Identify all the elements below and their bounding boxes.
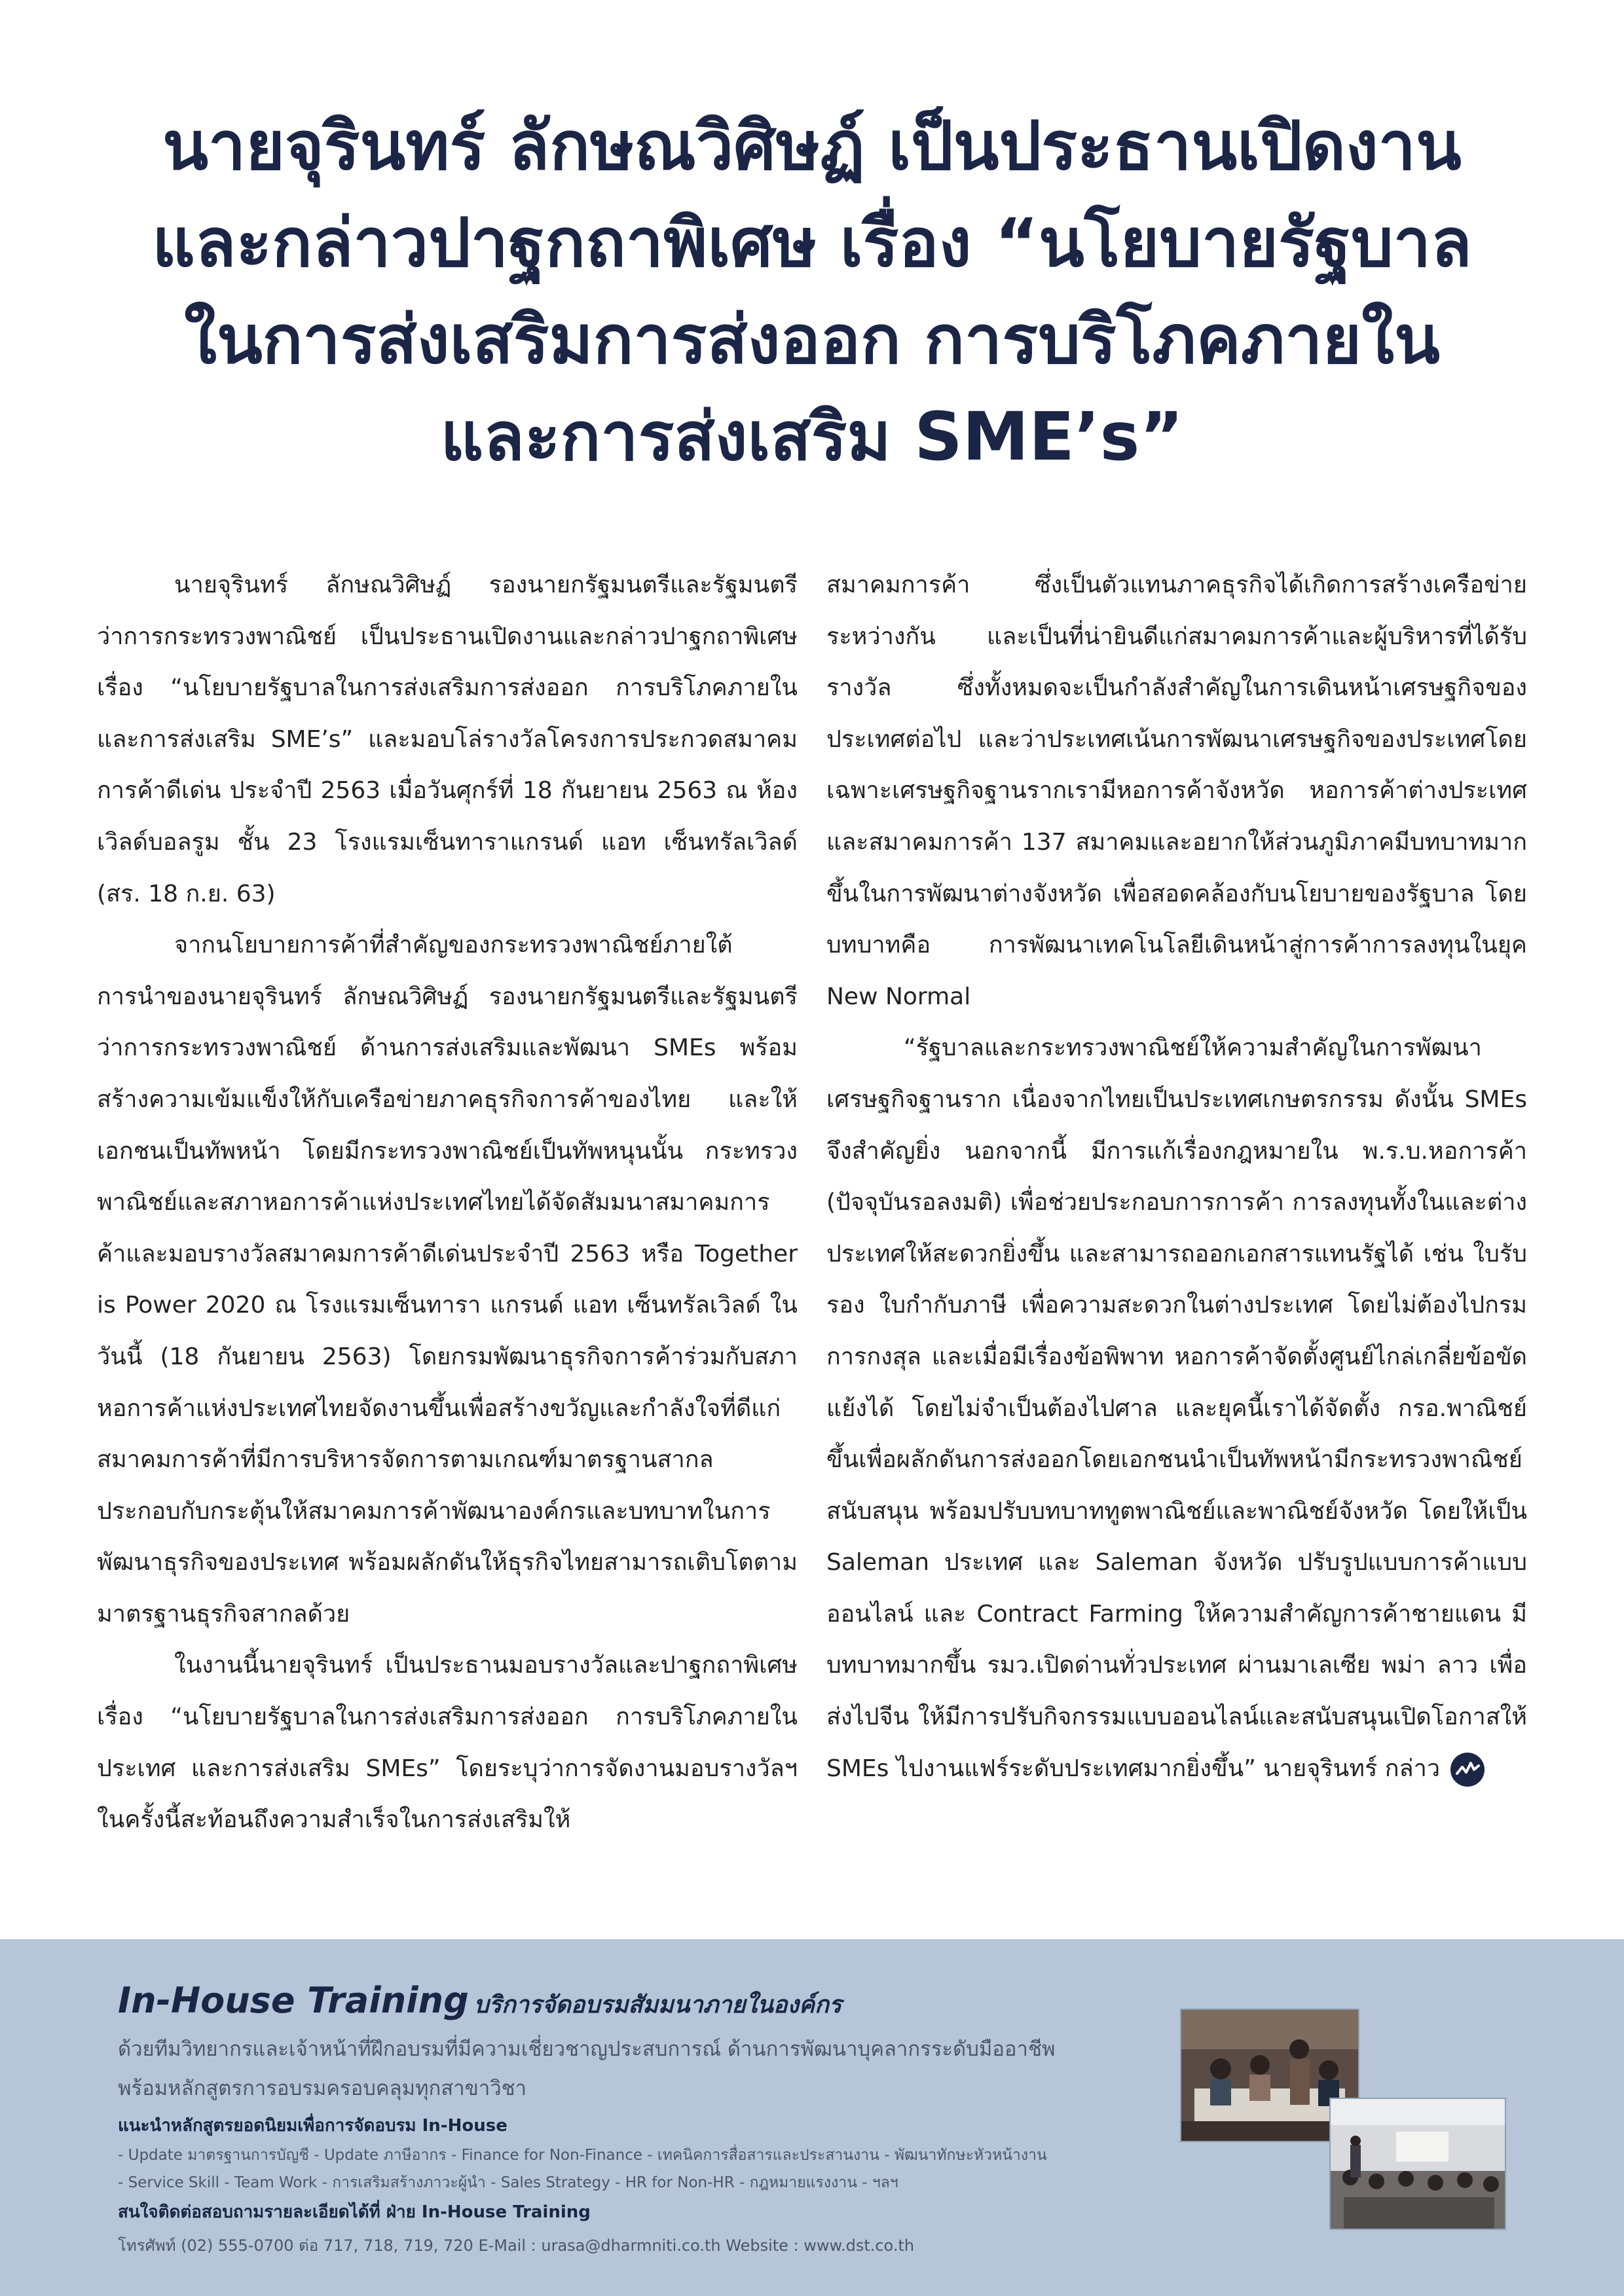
ad-recommend-heading: แนะนำหลักสูตรยอดนิยมเพื่อการจัดอบรม In-House <box>118 2116 507 2136</box>
paragraph: สมาคมการค้า ซึ่งเป็นตัวแทนภาคธุรกิจได้เกิดการสร้างเครือข่ายระหว่างกัน และเป็นที่น่ายินดีแก่สมาคมการค้าและผู้บริหารที่ได้รับรางวัล ซึ่งทั้งหมดจะเป็นกำลังสำคัญในการเดินหน้าเศรษฐกิจของประเทศต่อไป และว่าประเทศเน้นการพัฒนาเศรษฐกิจของประเทศโดยเฉพาะเศรษฐกิจฐานรากเรามีหอการค้าจังหวัด หอการค้าต่างประเทศ และสมาคมการค้า 137 สมาคมและอยากให้ส่วนภูมิภาคมีบทบาทมากขึ้นในการพัฒนาต่างจังหวัด เพื่อสอดคล้องกับนโยบายของรัฐบาล โดยบทบาทคือ การพัฒนาเทคโนโลยีเดินหน้าสู่การค้าการลงทุนในยุค New Normal <box>826 572 1527 1010</box>
ad-description: ด้วยทีมวิทยากรและเจ้าหน้าที่ฝึกอบรมที่มีความเชี่ยวชาญประสบการณ์ ด้านการพัฒนาบุคลากรระดับมืออาชีพ <box>118 2037 1056 2061</box>
ad-course-list: - Update มาตรฐานการบัญชี - Update ภาษีอากร - Finance for Non-Finance - เทคนิคการสื่อสารและประสานงาน - พัฒนาทักษะหัวหน้างาน <box>118 2147 1047 2164</box>
training-photo <box>1329 2098 1506 2230</box>
ad-course-list: - Service Skill - Team Work - การเสริมสร้างภาวะผู้นำ - Sales Strategy - HR for Non-HR - กฎหมายแรงงาน - ฯลฯ <box>118 2174 898 2191</box>
ad-description: พร้อมหลักสูตรการอบรมครอบคลุมทุกสาขาวิชา <box>118 2077 527 2100</box>
headline-line: และกล่าวปาฐกถาพิเศษ เรื่อง “นโยบายรัฐบาล <box>152 204 1472 282</box>
paragraph: จากนโยบายการค้าที่สำคัญของกระทรวงพาณิชย์ภายใต้การนำของนายจุรินทร์ ลักษณวิศิษฏ์ รองนายกรัฐมนตรีและรัฐมนตรีว่าการกระทรวงพาณิชย์ ด้านการส่งเสริมและพัฒนา SMEs พร้อมสร้างความเข้มแข็งให้กับเครือข่ายภาคธุรกิจการค้าของไทย และให้เอกชนเป็นทัพหน้า โดยมีกระทรวงพาณิชย์เป็นทัพหนุนนั้น กระทรวงพาณิชย์และสภาหอการค้าแห่งประเทศไทยได้จัดสัมมนาสมาคมการค้าและมอบรางวัลสมาคมการค้าดีเด่นประจำปี 2563 หรือ Together is Power 2020 ณ โรงแรมเซ็นทารา แกรนด์ แอท เซ็นทรัลเวิลด์ ในวันนี้ (18 กันยายน 2563) โดยกรมพัฒนาธุรกิจการค้าร่วมกับสภาหอการค้าแห่งประเทศไทยจัดงานขึ้นเพื่อสร้างขวัญและกำลังใจที่ดีแก่สมาคมการค้าที่มีการบริหารจัดการตามเกณฑ์มาตรฐานสากล ประกอบกับกระตุ้นให้สมาคมการค้าพัฒนาองค์กรและบทบาทในการพัฒนาธุรกิจของประเทศ พร้อมผลักดันให้ธุรกิจไทยสามารถเติบโตตามมาตรฐานธุรกิจสากลด้วย <box>97 932 798 1628</box>
headline-line: และการส่งเสริม SME’s” <box>440 398 1184 476</box>
ad-title <box>118 1980 841 2023</box>
article-right-column <box>826 560 1527 1795</box>
paragraph: ในงานนี้นายจุรินทร์ เป็นประธานมอบรางวัลและปาฐกถาพิเศษ เรื่อง “นโยบายรัฐบาลในการส่งเสริมการส่งออก การบริโภคภายในประเทศ และการส่งเสริม SMEs” โดยระบุว่าการจัดงานมอบรางวัลฯ ในครั้งนี้สะท้อนถึงความสำเร็จในการส่งเสริมให้ <box>97 1652 798 1834</box>
ad-title-th: บริการจัดอบรมสัมมนาภายในองค์กร <box>473 1992 842 2018</box>
paragraph <box>826 1023 1527 1795</box>
ad-contact-heading: สนใจติดต่อสอบถามรายละเอียดได้ที่ ฝ่าย In-House Training <box>118 2202 591 2222</box>
dharmniti-logo-icon <box>1450 1753 1485 1787</box>
paragraph: นายจุรินทร์ ลักษณวิศิษฏ์ รองนายกรัฐมนตรีและรัฐมนตรีว่าการกระทรวงพาณิชย์ เป็นประธานเปิดงานและกล่าวปาฐกถาพิเศษ เรื่อง “นโยบายรัฐบาลในการส่งเสริมการส่งออก การบริโภคภายใน และการส่งเสริม SME’s” และมอบโล่รางวัลโครงการประกวดสมาคมการค้าดีเด่น ประจำปี 2563 เมื่อวันศุกร์ที่ 18 กันยายน 2563 ณ ห้องเวิลด์บอลรูม ชั้น 23 โรงแรมเซ็นทาราแกรนด์ แอท เซ็นทรัลเวิลด์ (สร. 18 ก.ย. 63) <box>97 572 798 907</box>
ad-title-en: In-House Training <box>118 1980 469 2021</box>
paragraph-text: “รัฐบาลและกระทรวงพาณิชย์ให้ความสำคัญในการพัฒนาเศรษฐกิจฐานราก เนื่องจากไทยเป็นประเทศเกษตรกรรม ดังนั้น SMEs จึงสำคัญยิ่ง นอกจากนี้ มีการแก้เรื่องกฎหมายใน พ.ร.บ.หอการค้า (ปัจจุบันรอลงมติ) เพื่อช่วยประกอบการการค้า การลงทุนทั้งในและต่างประเทศให้สะดวกยิ่งขึ้น และสามารถออกเอกสารแทนรัฐได้ เช่น ใบรับรอง ใบกำกับภาษี เพื่อความสะดวกในต่างประเทศ โดยไม่ต้องไปกรมการกงสุล และเมื่อมีเรื่องข้อพิพาท หอการค้าจัดตั้งศูนย์ไกล่เกลี่ยข้อขัดแย้งได้ โดยไม่จำเป็นต้องไปศาล และยุคนี้เราได้จัดตั้ง กรอ.พาณิชย์ขึ้นเพื่อผลักดันการส่งออกโดยเอกชนนำเป็นทัพหน้ามีกระทรวงพาณิชย์สนับสนุน พร้อมปรับบทบาททูตพาณิชย์และพาณิชย์จังหวัด โดยให้เป็น Saleman ประเทศ และ Saleman จังหวัด ปรับรูปแบบการค้าแบบออนไลน์ และ Contract Farming ให้ความสำคัญการค้าชายแดน มีบทบาทมากขึ้น รมว.เปิดด่านทั่วประเทศ ผ่านมาเลเซีย พม่า ลาว เพื่อส่งไปจีน ให้มีการปรับกิจกรรมแบบออนไลน์และสนับสนุนเปิดโอกาสให้ SMEs ไปงานแฟร์ระดับประเทศมากยิ่งขึ้น” นายจุรินทร์ กล่าว <box>826 1034 1527 1782</box>
article-left-column <box>97 560 798 1846</box>
article-headline <box>72 98 1552 486</box>
in-house-training-ad <box>0 1939 1624 2296</box>
headline-line: ในการส่งเสริมการส่งออก การบริโภคภายใน <box>184 301 1440 379</box>
ad-contact-info: โทรศัพท์ (02) 555-0700 ต่อ 717, 718, 719, 720 E-Mail : urasa@dharmniti.co.th Website : www.dst.co.th <box>118 2236 915 2255</box>
headline-line: นายจุรินทร์ ลักษณวิศิษฏ์ เป็นประธานเปิดงาน <box>162 107 1462 185</box>
